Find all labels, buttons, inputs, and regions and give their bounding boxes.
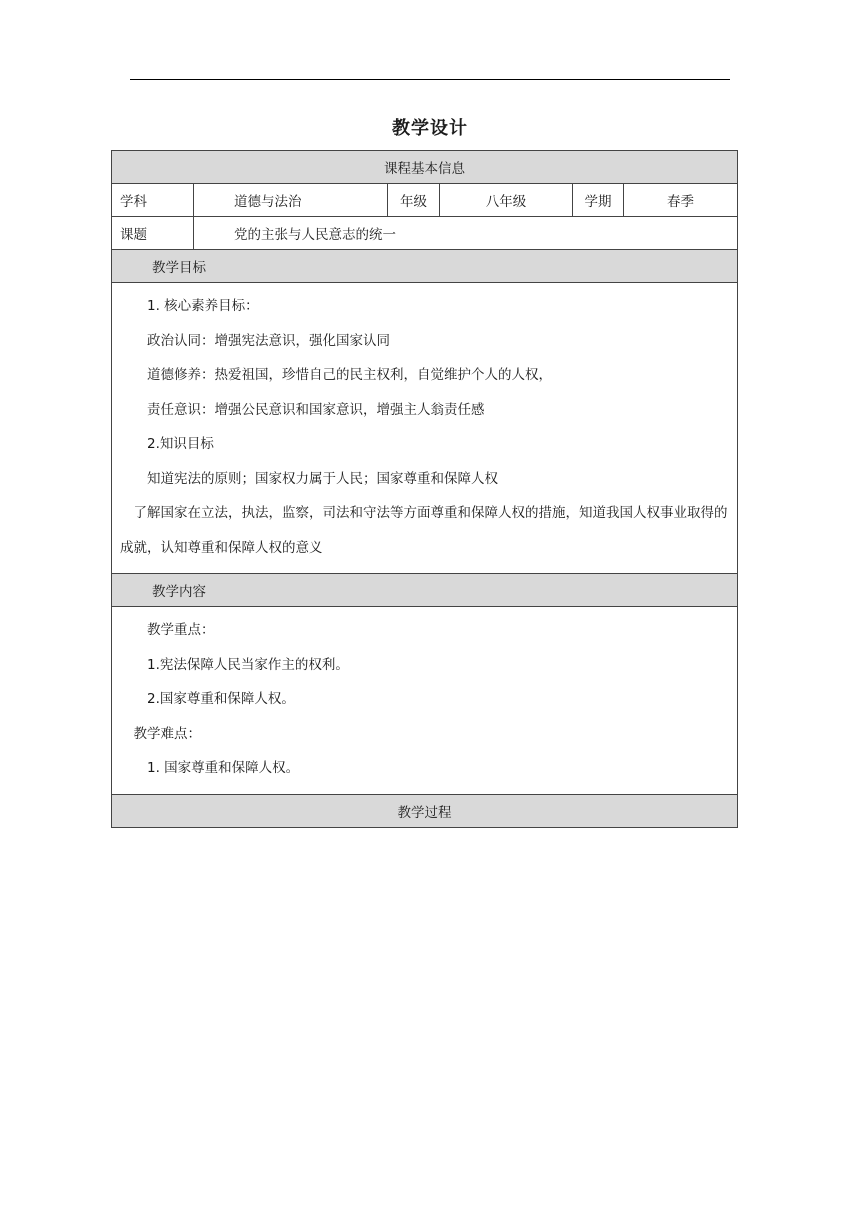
content-body-row [112, 607, 738, 795]
goals-content [112, 283, 738, 574]
goal-line: 了解国家在立法，执法，监察，司法和守法等方面尊重和保障人权的措施，知道我国人权事业取得的成就，认知尊重和保障人权的意义 [120, 505, 728, 556]
term-label: 学期 [573, 184, 624, 217]
subject-label: 学科 [112, 184, 194, 217]
goals-content-row [112, 283, 738, 574]
basic-info-header: 课程基本信息 [112, 151, 738, 184]
process-header: 教学过程 [112, 794, 738, 827]
grade-label: 年级 [388, 184, 440, 217]
process-header-row [112, 794, 738, 827]
content-line: 教学重点： [147, 622, 215, 638]
subject-value: 道德与法治 [194, 184, 388, 217]
basic-info-header-row [112, 151, 738, 184]
content-line: 教学难点： [133, 725, 201, 742]
content-line: 1. 国家尊重和保障人权。 [147, 760, 300, 776]
header-rule [130, 79, 730, 80]
term-value: 春季 [624, 184, 738, 217]
content-header: 教学内容 [112, 574, 738, 607]
content-body [112, 607, 738, 795]
goals-header: 教学目标 [112, 250, 738, 283]
goal-line: 政治认同：增强宪法意识，强化国家认同 [147, 332, 390, 349]
goal-line: 1. 核心素养目标： [147, 298, 259, 314]
grade-value: 八年级 [440, 184, 573, 217]
goal-line: 道德修养：热爱祖国，珍惜自己的民主权利，自觉维护个人的人权， [147, 367, 552, 383]
topic-value: 党的主张与人民意志的统一 [194, 217, 738, 250]
content-line: 2.国家尊重和保障人权。 [147, 691, 295, 707]
topic-label: 课题 [112, 217, 194, 250]
topic-row [112, 217, 738, 250]
content-line: 1.宪法保障人民当家作主的权利。 [147, 656, 349, 673]
goal-line: 责任意识：增强公民意识和国家意识，增强主人翁责任感 [147, 401, 485, 418]
goals-header-row [112, 250, 738, 283]
subject-row [112, 184, 738, 217]
content-header-row [112, 574, 738, 607]
goal-line: 知道宪法的原则；国家权力属于人民；国家尊重和保障人权 [147, 470, 498, 487]
document-title: 教学设计 [392, 118, 468, 139]
goal-line: 2.知识目标 [147, 436, 214, 452]
lesson-plan-table [111, 150, 738, 828]
